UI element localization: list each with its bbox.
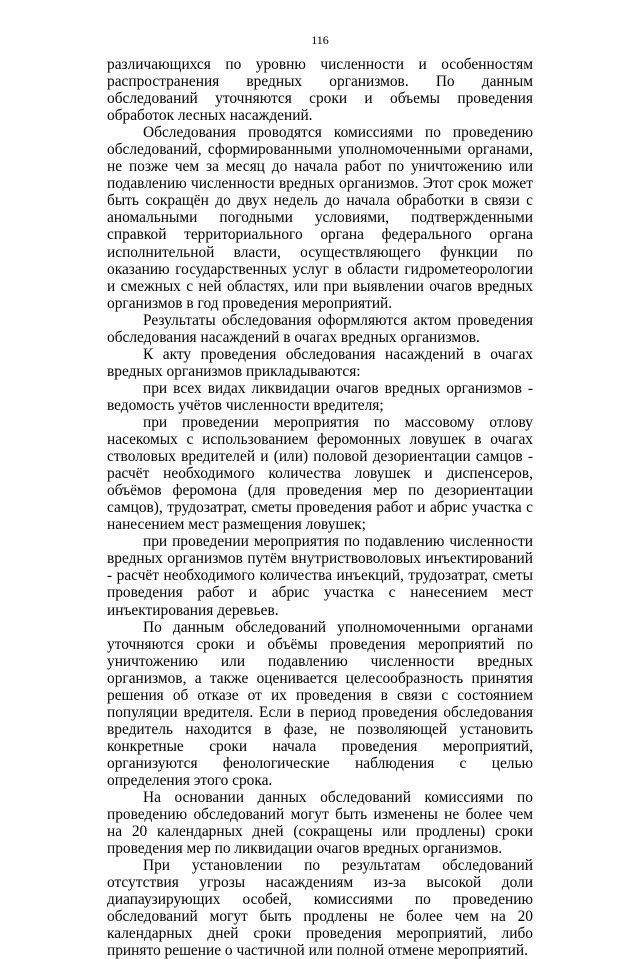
page-number: 116 [311,33,329,47]
paragraph-continuation: различающихся по уровню численности и особенностям распространения вредных организмов. По данным обследований уточняются сроки и объемы проведения обработок лесных насаждений. [107,56,533,125]
paragraph-timing-changes: На основании данных обследований комиссиями по проведению обследований могут быть изменены не более чем на 20 календарных дней (сокращены или продлены) сроки проведения мер по ликвидации очагов вредных организмов. [107,789,533,858]
document-body [107,56,533,959]
paragraph-postponement: При установлении по результатам обследований отсутствия угрозы насаждениям из-за высокой доли диапаузирующих особей, комиссиями по проведению обследований могут быть продлены не более чем на 20 календарных дней сроки проведения мероприятий, либо принято решение о частичной или полной отмене мероприятий. [107,857,533,959]
paragraph-inspection-results: Результаты обследования оформляются актом проведения обследования насаждений в очагах вредных организмов. [107,311,533,346]
paragraph-timing-clarification: По данным обследований уполномоченными органами уточняются сроки и объёмы проведения мероприятий по уничтожению или подавлению численности вредных организмов, а также оценивается целесообразность принятия решения об отказе от их проведения в связи с состоянием популяции вредителя. Если в период проведения обследования вредитель находится в фазе, не позволяющей установить конкретные сроки начала проведения мероприятий, организуются фенологические наблюдения с целью определения этого срока. [107,618,533,789]
paragraph-inspection-commissions: Обследования проводятся комиссиями по проведению обследований, сформированными уполномоченными органами, не позже чем за месяц до начала работ по уничтожению или подавлению численности вредных организмов. Этот срок может быть сокращён до двух недель до начала обработки в связи с аномальными погодными условиями, подтвержденными справкой территориального органа федерального органа исполнительной власти, осуществляющего функции по оказанию государственных услуг в области гидрометеорологии и смежных с ней областях, или при выявлении очагов вредных организмов в год проведения мероприятий. [107,124,533,312]
paragraph-list-item-all-types: при всех видах ликвидации очагов вредных организмов - ведомость учётов численности вредителя; [107,379,533,414]
paragraph-act-attachments: К акту проведения обследования насаждений в очагах вредных организмов прикладываются: [107,345,533,380]
paragraph-list-item-injections: при проведении мероприятия по подавлению численности вредных организмов путём внутриствоволовых инъектирований - расчёт необходимого количества инъекций, трудозатрат, сметы проведения работ и абрис участка с нанесением мест инъектирования деревьев. [107,533,533,619]
paragraph-list-item-pheromone-traps: при проведении мероприятия по массовому отлову насекомых с использованием феромонных ловушек в очагах стволовых вредителей и (или) половой дезориентации самцов - расчёт необходимого количества ловушек и диспенсеров, объёмов феромона (для проведения мер по дезориентации самцов), трудозатрат, сметы проведения работ и абрис участка с нанесением мест размещения ловушек; [107,413,533,534]
